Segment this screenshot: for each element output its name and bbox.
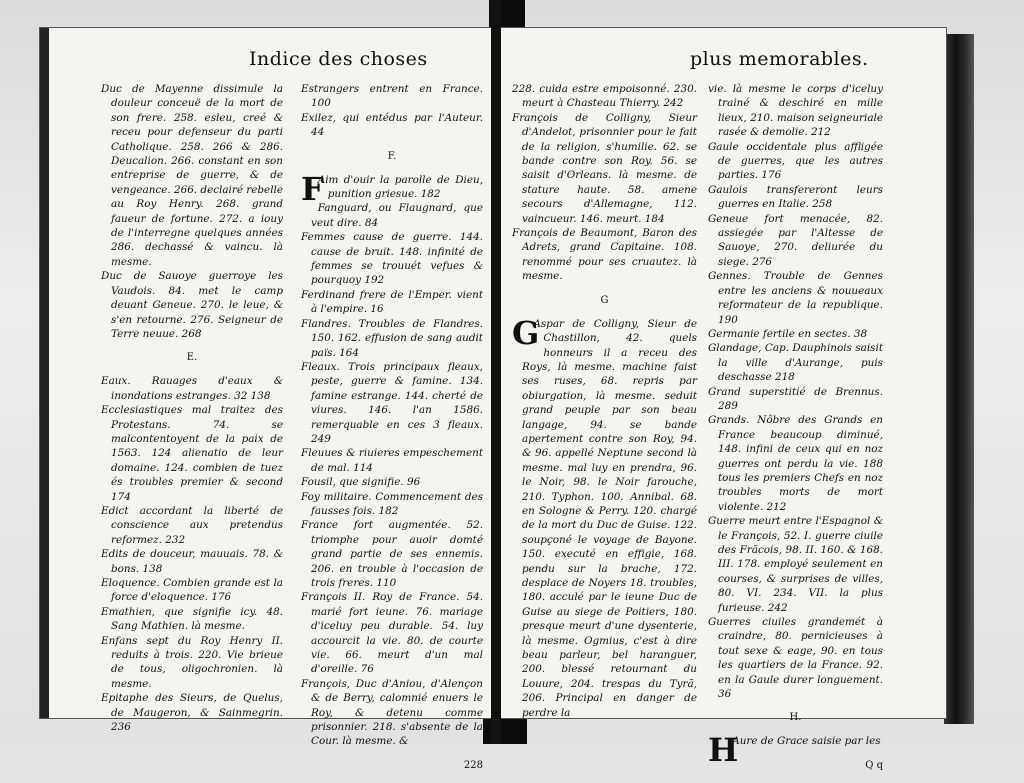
index-entry: Emathien, que signifie icy. 48. Sang Mathien. là mesme. [101, 605, 283, 633]
index-entry: Edits de douceur, mauuais. 78. & bons. 138 [101, 548, 283, 575]
index-entry: Flandres. Troubles de Flandres. 150. 162. effusion de sang audit païs. 164 [301, 317, 483, 359]
index-entry: Femmes cause de guerre. 144. cause de bruit. 148. infinité de femmes se trouuét vefues & pourquoy 192 [301, 231, 483, 287]
index-entry: Edict accordant la liberté de conscience aux pretendus reformez. 232 [101, 504, 283, 546]
right-column-2 [708, 82, 883, 783]
index-entry: Grands. Nôbre des Grands en France beaucoup diminué, 148. infini de ceux qui en noz guerres ont perdu la vie. 188 tous les premiers Chefs en noz troubles morts de mort violente. 212 [708, 414, 883, 513]
left-page [40, 28, 501, 771]
drop-capital-g: G [512, 313, 540, 352]
signature-mark: Q q [865, 759, 883, 771]
index-entry: Fleuues & riuieres empeschement de mal. 114 [301, 447, 483, 474]
index-entry: Grand superstitié de Brennus. 289 [708, 385, 883, 412]
index-entry: Fleaux. Trois principaux fleaux, peste, guerre & famine. 134. famine estrange. 144. cherté de viures. 146. l'an 1586. remerquable en ces 3 fleaux. 249 [301, 360, 483, 445]
index-entry: Epitaphe des Sieurs, de Quelus, de Maugeron, & Sainmegrin. 236 [101, 692, 283, 734]
index-entry: Ecclesiastiques mal traitez des Protestans. 74. se malcontentoyent de la paix de 1563. 124 alienatio de leur domaine. 124. combien de tuez és troubles premier & second 174 [101, 404, 283, 503]
index-entry: François II. Roy de France. 54. marié fort ieune. 76. mariage d'iceluy peu durable. 54. luy accourcit la vie. 80. de courte vie. 66. meurt d'un mal d'oreille. 76 [301, 591, 483, 676]
index-entry: François, Duc d'Aniou, d'Alençon & de Berry, calomnié enuers le Roy, & detenu comme prisonnier. 218. s'absente de la Cour. là mesme. & [301, 677, 483, 748]
section-letter-h: H. [789, 712, 802, 724]
left-page-header: Indice des choses [249, 48, 428, 70]
index-entry: Foy militaire. Commencement des fausses fois. 182 [301, 490, 483, 517]
index-entry: Duc de Sauoye guerroye les Vaudois. 84. met le camp deuant Geneue. 270. le leue, & s'en retourne. 276. Seigneur de Terre neuue. 268 [101, 270, 283, 340]
index-entry: Germanie fertile en sectes. 38 [708, 327, 868, 340]
index-entry: Glandage, Cap. Dauphinois saisit la ville d'Aurange, puis deschasse 218 [708, 342, 883, 384]
index-entry: France fort augmentée. 52. triomphe pour auoir domté grand partie de ses ennemis. 206. en trouble à l'occasion de trois freres. 110 [301, 519, 483, 589]
index-entry: Estrangers entrent en France. 100 [301, 83, 483, 110]
right-column-1 [512, 82, 697, 720]
index-entry: Aspar de Colligny, Sieur de Chastillon, 42. quels honneurs il a receu des Roys, là mesme. machine faist ses ruses, 68. repris par obiurgation, là mesme. seduit grand peuple par son beau langage, 94. se bande apertement contre son Roy, 94. & 96. appellé Neptune second là mesme. mal luy en prendra, 96. le Noir, 98. le Noir farouche, 210. Typhon. 100. Annibal. 68. en Sologne & Perry. 120. chargé de la mort du Duc de Guise. 122. soupçoné le voyage de Bayone. 150. executé en effigie, 168. pendu sur la brache, 172. desplace de Noyers 18. troubles, 180. acculé par le ieune Duc de Guise au siege de Poitiers, 180. presque meurt d'une dysenterie, là mesme. Ogmius, c'est à dire beau parleur, bel haranguer, 200. blessé retournant du Louure, 204. trespas du Tyrã, 206. Principal en danger de perdre la [522, 317, 697, 719]
index-entry: Exilez, qui entédus par l'Auteur. 44 [301, 111, 483, 139]
section-letter-g: G [600, 294, 609, 306]
index-entry: François de Colligny, Sieur d'Andelot, prisonnier pour le fait de la religion, s'humilie. 62. se bande contre son Roy. 56. se saisit d'Orleans. là mesme. de stature haute. 58. amene secours d'Allemagne, 112. vaincueur. 146. meurt. 184 [512, 111, 697, 225]
book-spine [491, 0, 501, 744]
index-entry: Aure de Grace saisie par les [732, 735, 881, 748]
index-entry: Eloquence. Combien grande est la force d'eloquence. 176 [101, 577, 283, 604]
right-page [500, 28, 946, 771]
section-letter-f: F. [387, 150, 397, 162]
index-entry: Geneue fort menacée, 82. assiegée par l'Altesse de Sauoye, 270. deliurée du siege. 276 [708, 212, 883, 268]
index-entry: 228. cuida estre empoisonné. 230. meurt à Chasteau Thierry. 242 [512, 83, 697, 110]
index-entry: Gennes. Trouble de Gennes entre les anciens & nouueaux reformateur de la republique. 190 [708, 270, 883, 326]
book-edge [944, 34, 974, 724]
section-letter-e: E. [186, 352, 198, 364]
index-entry: Eaux. Rauages d'eaux & inondations estranges. 32 138 [101, 375, 283, 402]
index-entry: Gaulois transfereront leurs guerres en Italie. 258 [708, 183, 883, 211]
left-column-1 [101, 82, 283, 734]
right-page-header: plus memorables. [690, 48, 869, 70]
index-entry: François de Beaumont, Baron des Adrets, grand Capitaine. 108. renommé pour ses cruautez. là mesme. [512, 227, 697, 283]
index-entry: Fousil, que signifie. 96 [301, 476, 421, 489]
index-entry: Ferdinand frere de l'Emper. vient à l'empire. 16 [301, 288, 483, 316]
drop-capital-h: H [708, 731, 739, 770]
index-entry: Duc de Mayenne dissimule la douleur conceuë de la mort de son frere. 258. esleu, creé & receu pour defenseur du parti Catholique. 258. 266 & 286. Deucalion. 266. constant en son entreprise de guerre, & de vengeance. 266. declairé rebelle au Roy Henry. 268. grand faueur de fortune. 272. a iouy de l'interregne quelques années 286. dechassé & vaincu. là mesme. [101, 83, 284, 268]
index-entry: Guerre meurt entre l'Espagnol & le François, 52. I. guerre ciuile des Frãcois, 98. II. 160. & 168. III. 178. employé seulement en courses, & surprises de villes, 80. VI. 234. VII. la plus furieuse. 242 [708, 515, 883, 614]
index-entry: vie. là mesme le corps d'iceluy trainé & deschiré en mille lieux, 210. maison seigneuriale rasée & demolie. 212 [708, 83, 883, 139]
index-entry: Aim d'ouir la parolle de Dieu, punition griesue. 182 [317, 173, 483, 201]
left-column-2 [301, 82, 483, 783]
index-entry: Enfans sept du Roy Henry II. reduits à trois. 220. Vie brieue de tous, oligochronien. là mesme. [101, 634, 283, 690]
index-entry: Guerres ciuiles grandemét à craindre, 80. pernicieuses à tout sexe & eage, 90. en tous les quartiers de la France. 92. en la Gaule durer longuement. 36 [708, 616, 883, 701]
index-entry: Fanguard, ou Flaugnard, que veut dire. 84 [311, 202, 483, 229]
catchword: 228 [463, 759, 483, 771]
drop-capital-f: F [301, 169, 324, 208]
index-entry: Gaule occidentale plus affligée de guerres, que les autres parties. 176 [708, 140, 883, 182]
